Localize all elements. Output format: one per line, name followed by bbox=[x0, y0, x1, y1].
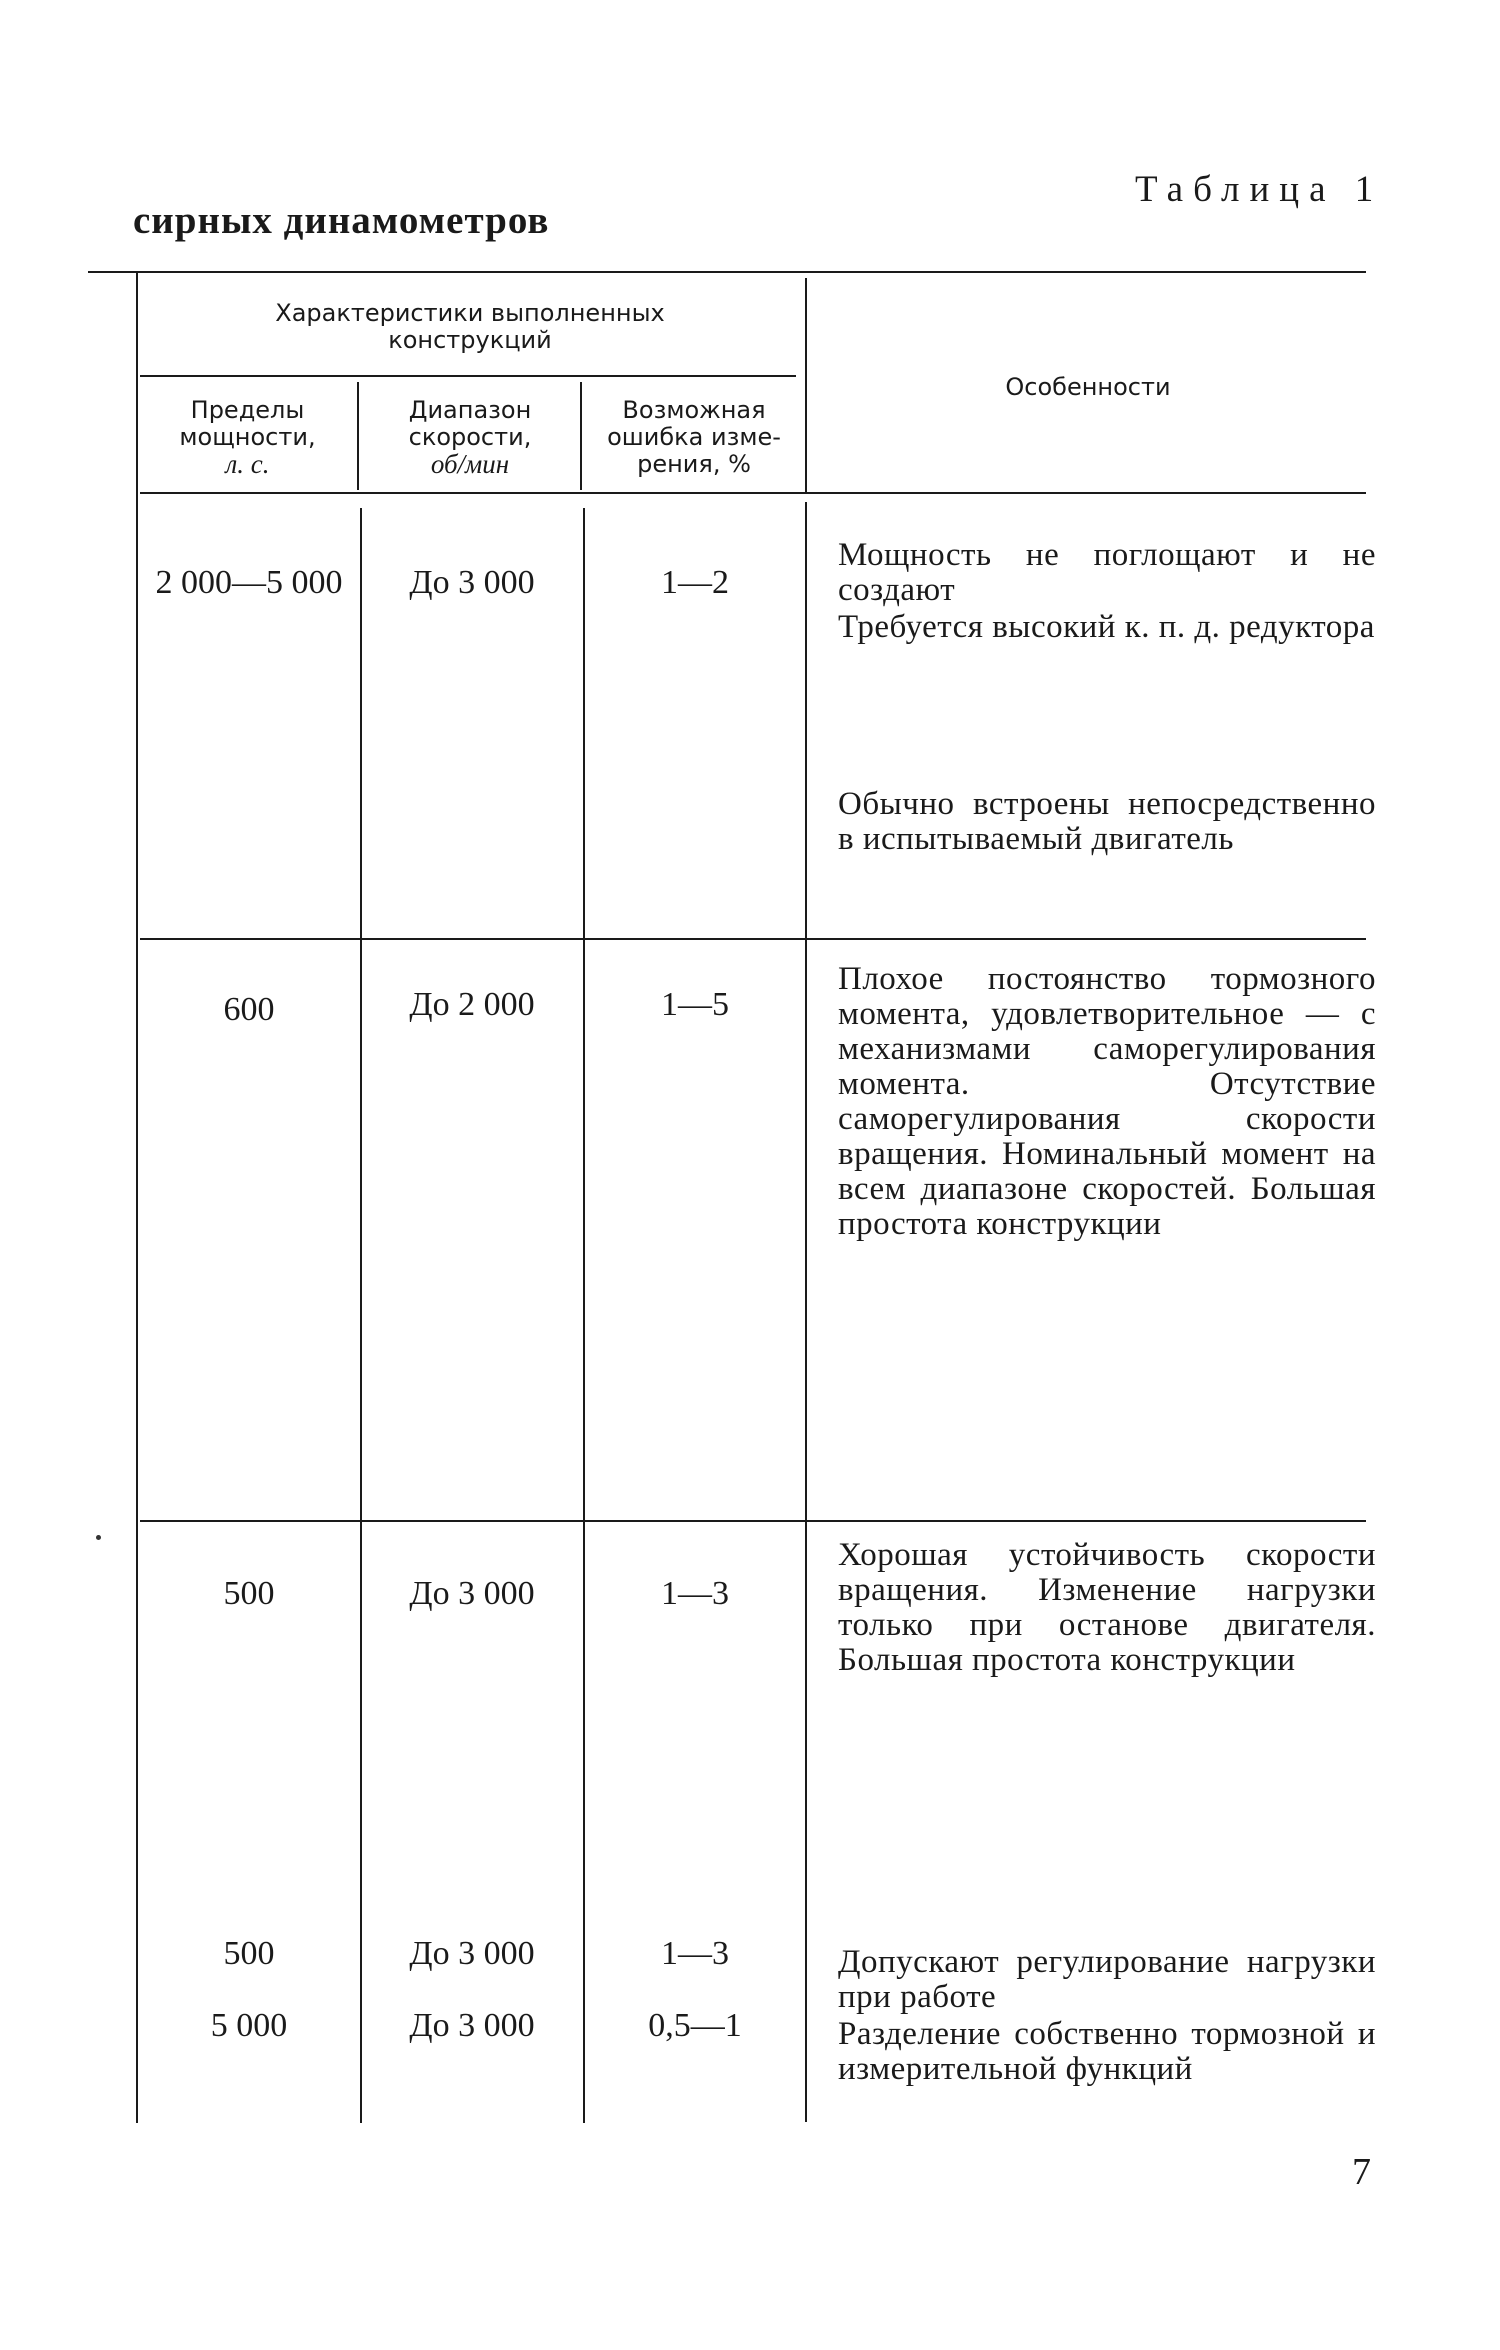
cell-speed: До 3 000 bbox=[409, 564, 535, 601]
cell-power: 5 000 bbox=[210, 2007, 288, 2044]
column-divider bbox=[805, 502, 807, 2122]
feature-note: Требуется высокий к. п. д. редуктора bbox=[838, 609, 1375, 645]
header-speed-line: скорости, bbox=[408, 423, 532, 451]
header-error-line: рения, % bbox=[637, 450, 751, 478]
cell-power: 2 000—5 000 bbox=[155, 564, 343, 601]
feature-note: Обычно встроены непосредственно в испытываемый двигатель bbox=[838, 786, 1376, 857]
cell-speed: До 3 000 bbox=[409, 2007, 535, 2044]
header-power bbox=[140, 397, 355, 478]
table-title: сирных динамометров bbox=[133, 199, 550, 242]
cell-speed: До 2 000 bbox=[409, 986, 535, 1023]
header-power-unit: л. с. bbox=[225, 449, 270, 479]
header-error-line: Возможная bbox=[622, 396, 766, 424]
column-divider bbox=[136, 273, 138, 2123]
cell-error: 0,5—1 bbox=[648, 2007, 742, 2044]
row-divider bbox=[140, 1520, 1366, 1522]
header-bottom-rule bbox=[140, 492, 1366, 494]
header-speed bbox=[360, 397, 580, 478]
header-speed-line: Диапазон bbox=[408, 396, 532, 424]
column-divider bbox=[583, 508, 585, 2123]
cell-power: 500 bbox=[223, 1575, 275, 1612]
cell-speed: До 3 000 bbox=[409, 1935, 535, 1972]
table-label: Таблица 1 bbox=[1135, 169, 1384, 210]
feature-note: Плохое постоянство тормозного момента, удовлетворительное — с механизмами саморегулирования момента. Отсутствие саморегулирования скорости вращения. Номинальный момент на всем диапазоне скоростей. Большая простота конструкции bbox=[838, 961, 1376, 1242]
column-divider bbox=[360, 508, 362, 2123]
header-power-line: мощности, bbox=[179, 423, 316, 451]
feature-note: Хорошая устойчивость скорости вращения. Изменение нагрузки только при останове двигателя. Большая простота конструкции bbox=[838, 1537, 1376, 1678]
column-divider bbox=[357, 382, 359, 490]
cell-error: 1—2 bbox=[661, 564, 729, 601]
column-divider bbox=[805, 278, 807, 493]
header-error bbox=[583, 397, 805, 478]
cell-error: 1—3 bbox=[661, 1935, 729, 1972]
header-group-rule bbox=[140, 375, 796, 377]
header-error-line: ошибка изме- bbox=[607, 423, 781, 451]
table-top-rule bbox=[88, 271, 1366, 273]
feature-note: Допускают регулирование нагрузки при работе bbox=[838, 1944, 1376, 2015]
feature-note: Разделение собственно тормозной и измерительной функций bbox=[838, 2016, 1376, 2087]
feature-note: Мощность не поглощают и не создают bbox=[838, 537, 1376, 608]
header-speed-unit: об/мин bbox=[430, 449, 510, 479]
cell-error: 1—5 bbox=[661, 986, 729, 1023]
header-features: Особенности bbox=[1005, 373, 1171, 401]
cell-error: 1—3 bbox=[661, 1575, 729, 1612]
row-divider bbox=[140, 938, 1366, 940]
header-power-line: Пределы bbox=[190, 396, 305, 424]
header-group-label: Характеристики выполненных конструкций bbox=[275, 299, 665, 354]
column-divider bbox=[580, 382, 582, 490]
cell-speed: До 3 000 bbox=[409, 1575, 535, 1612]
page-number: 7 bbox=[1352, 2151, 1371, 2193]
cell-power: 600 bbox=[223, 991, 275, 1028]
stray-mark bbox=[96, 1535, 101, 1540]
cell-power: 500 bbox=[223, 1935, 275, 1972]
